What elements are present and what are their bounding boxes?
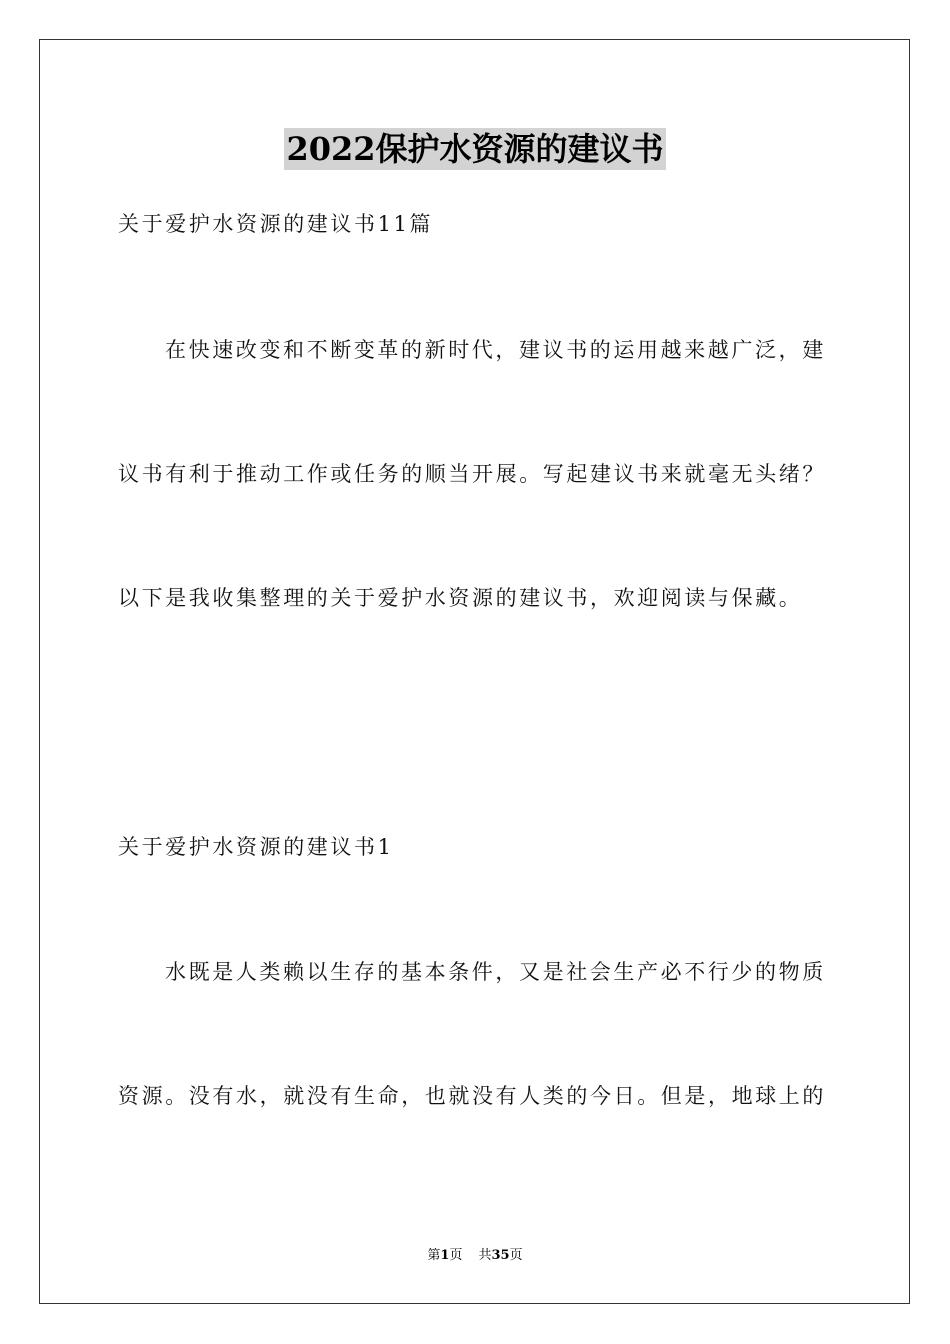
footer-page-prefix: 第: [427, 1248, 441, 1263]
page-footer: [0, 1247, 950, 1265]
section-line-2: 资源。没有水，就没有生命，也就没有人类的今日。但是，地球上的: [118, 1084, 826, 1108]
footer-page-suffix: 页: [449, 1248, 463, 1263]
document-subtitle: 关于爱护水资源的建议书11篇: [118, 212, 434, 236]
intro-line-2: 议书有利于推动工作或任务的顺当开展。写起建议书来就毫无头绪？: [118, 462, 826, 486]
title-container: [0, 128, 950, 170]
intro-line-3: 以下是我收集整理的关于爱护水资源的建议书，欢迎阅读与保藏。: [118, 586, 803, 610]
document-title: 2022保护水资源的建议书: [286, 130, 664, 168]
footer-total-suffix: 页: [509, 1248, 523, 1263]
intro-line-1: 在快速改变和不断变革的新时代，建议书的运用越来越广泛，建: [165, 338, 826, 362]
footer-total-pages: 35: [491, 1248, 510, 1263]
footer-total-prefix: 共: [478, 1248, 492, 1263]
section-line-1: 水既是人类赖以生存的基本条件，又是社会生产必不行少的物质: [165, 960, 826, 984]
footer-page-number: 1: [440, 1248, 450, 1263]
section-heading: 关于爱护水资源的建议书1: [118, 835, 394, 859]
